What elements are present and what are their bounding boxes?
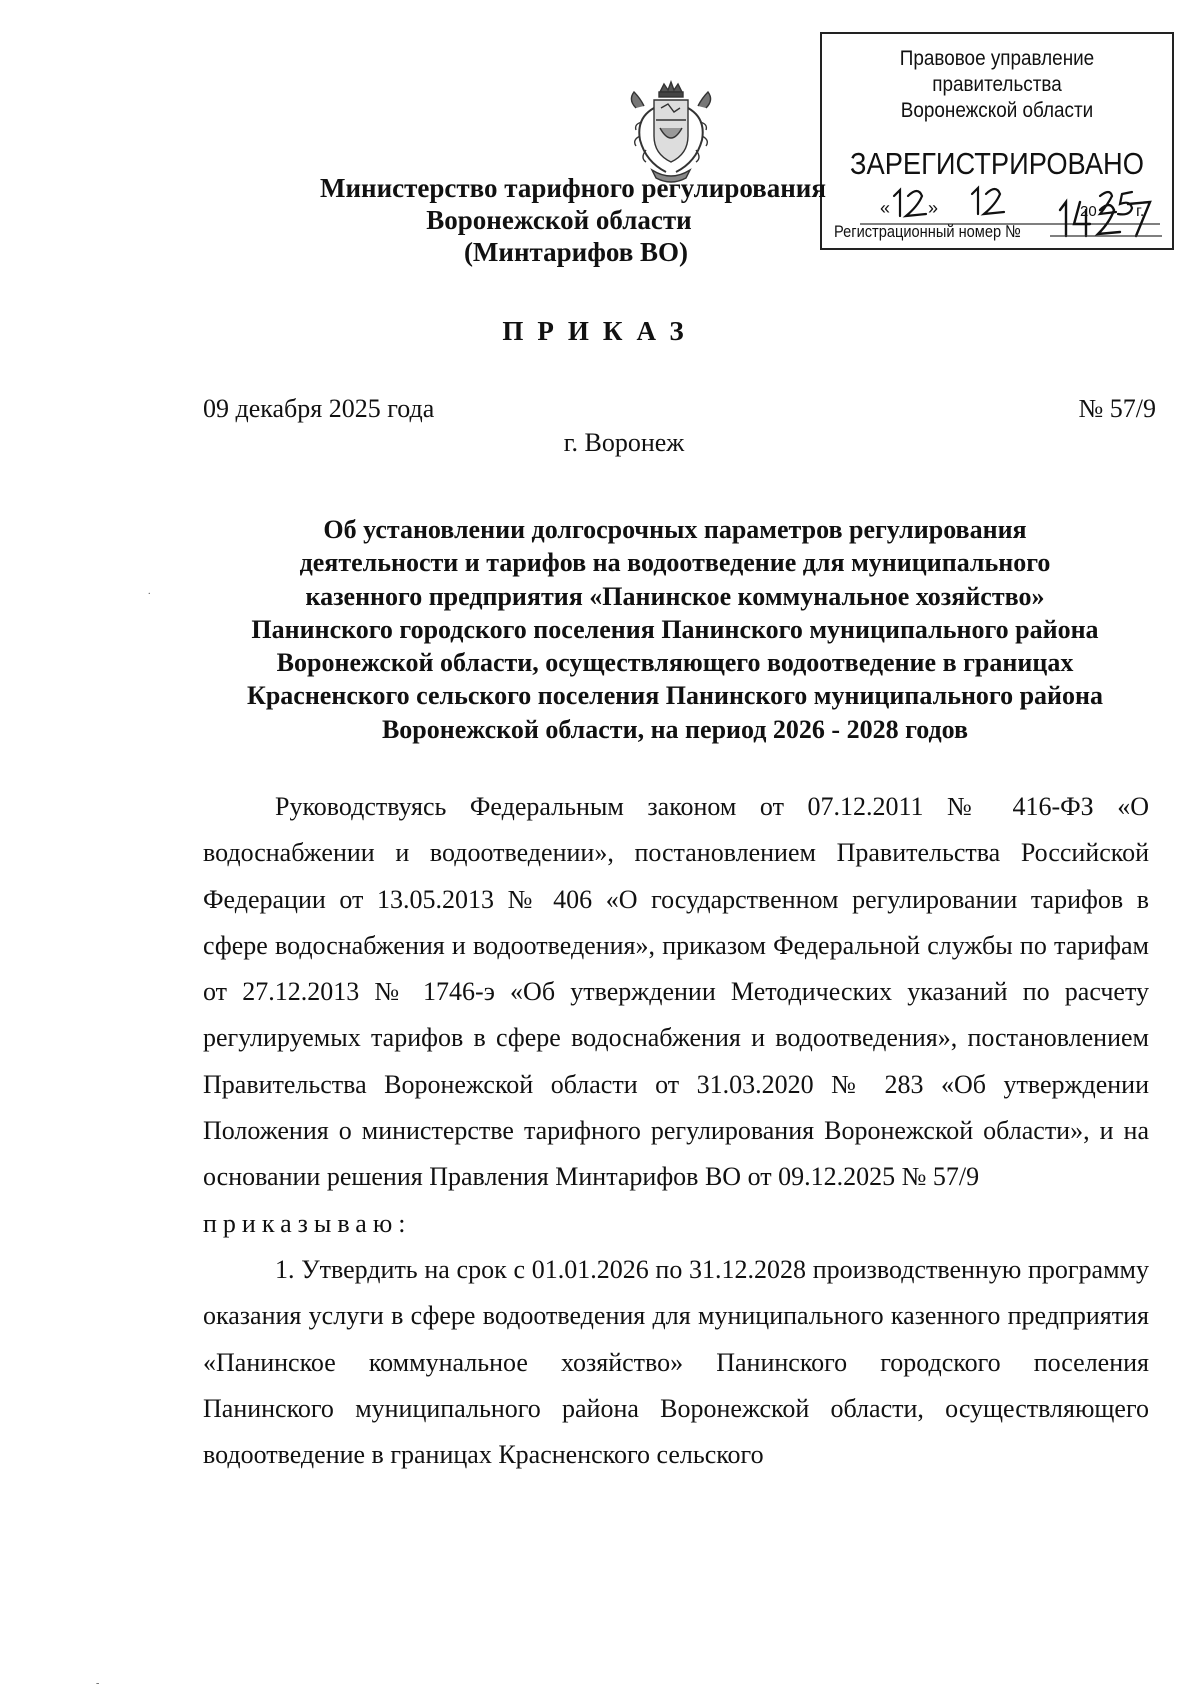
order-item-1: 1. Утвердить на срок с 01.01.2026 по 31.12.2028 производственную программу оказания услуги в сфере водоотведения для муниципального казенного предприятия «Панинское коммунальное хозяйство» Панинского городского поселения Панинского муниципального района Воронежской области, осуществляющего водоотведение в границах Красненского сельского xyxy=(203,1254,1149,1470)
document-city: г. Воронеж xyxy=(563,428,685,457)
document-body xyxy=(203,784,1149,1478)
subject-line: деятельности и тарифов на водоотведение для муниципального xyxy=(299,548,1051,578)
subject-line: Панинского городского поселения Панинского муниципального района xyxy=(251,614,1099,644)
subject-line: казенного предприятия «Панинское коммунальное хозяйство» xyxy=(305,581,1045,611)
stamp-reg-label: Регистрационный номер № xyxy=(834,222,1021,241)
scan-artifact: . xyxy=(148,586,151,597)
svg-text:«: « xyxy=(880,198,891,218)
svg-text:»: » xyxy=(928,198,939,218)
subject-line: Красненского сельского поселения Панинского муниципального района xyxy=(246,681,1104,711)
document-type: ПРИКАЗ xyxy=(502,316,698,346)
org-name-line1: Министерство тарифного регулирования xyxy=(320,173,826,203)
org-name-line2: Воронежской области xyxy=(426,205,692,235)
org-short-name: (Минтарифов ВО) xyxy=(463,237,689,267)
preamble-paragraph: Руководствуясь Федеральным законом от 07.12.2011 № 416-ФЗ «О водоснабжении и водоотведении», постановлением Правительства Российской Федерации от 13.05.2013 № 406 «О государственном регулировании тарифов в сфере водоснабжения и водоотведения», приказом Федеральной службы по тарифам от 27.12.2013 № 1746-э «Об утверждении Методических указаний по расчету регулируемых тарифов в сфере водоснабжения и водоотведения», постановлением Правительства Воронежской области от 31.03.2020 № 283 «Об утверждении Положения о министерстве тарифного регулирования Воронежской области», и на основании решения Правления Минтарифов ВО от 09.12.2025 № 57/9 xyxy=(203,792,1149,1192)
stamp-organization xyxy=(840,46,1155,124)
subject-line: Воронежской области, на период 2026 - 2028 годов xyxy=(381,714,969,744)
subject-line: Об установлении долгосрочных параметров регулирования xyxy=(323,515,1027,544)
stamp-status: ЗАРЕГИСТРИРОВАНО xyxy=(850,146,1144,181)
svg-text:г.: г. xyxy=(1136,203,1145,220)
scan-artifact: - xyxy=(96,1678,100,1689)
stamp-org-line2: Воронежской области xyxy=(900,99,1094,122)
subject-line: Воронежской области, осуществляющего водоотведение в границах xyxy=(276,648,1074,678)
stamp-org-line1: Правовое управление правительства xyxy=(899,47,1095,96)
document-number: № 57/9 xyxy=(1078,394,1156,423)
order-word: приказываю: xyxy=(203,1208,412,1238)
document-date: 09 декабря 2025 года xyxy=(203,394,435,423)
svg-text:20: 20 xyxy=(1080,203,1097,220)
document-subject xyxy=(190,513,1160,746)
